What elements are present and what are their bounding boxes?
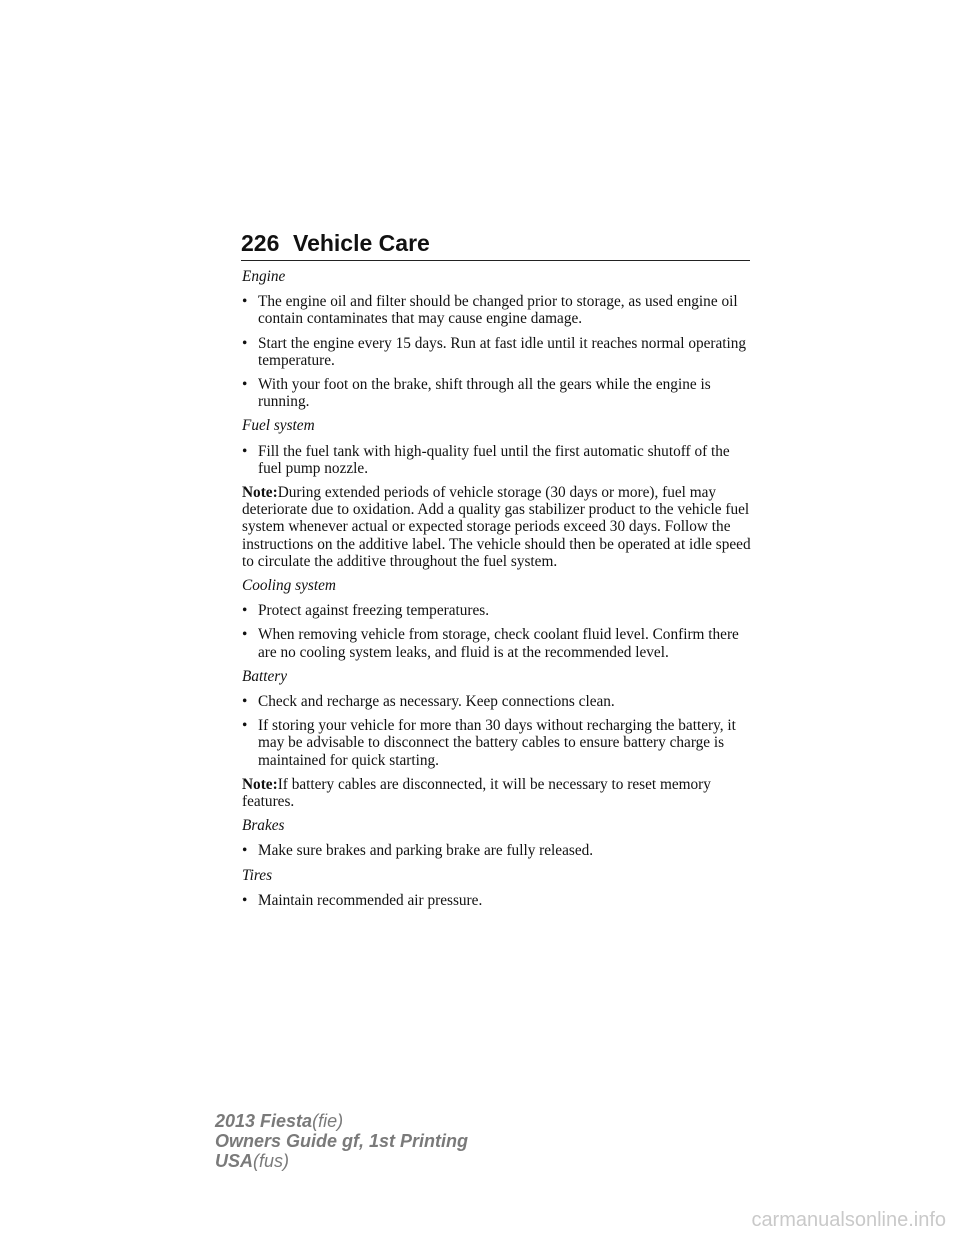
- tires-list: [242, 892, 754, 909]
- subhead-cooling-system: Cooling system: [242, 577, 336, 595]
- list-item-text: When removing vehicle from storage, check coolant fluid level. Confirm there are no cooling system leaks, and fluid is at the recommended level.: [258, 626, 739, 661]
- list-item: [242, 693, 754, 710]
- bullet-icon: •: [242, 334, 248, 352]
- footer-line-market: [215, 1151, 468, 1171]
- engine-list: [242, 293, 754, 410]
- page-header: [241, 226, 750, 261]
- list-item-text: Check and recharge as necessary. Keep connections clean.: [258, 693, 615, 711]
- fuel-storage-note: [242, 484, 754, 570]
- brakes-list: [242, 842, 754, 859]
- page-number: 226: [241, 230, 280, 256]
- list-item: [242, 335, 754, 369]
- bullet-icon: •: [242, 602, 248, 620]
- bullet-icon: •: [242, 717, 248, 735]
- subhead-tires: Tires: [242, 866, 273, 884]
- list-item-text: Start the engine every 15 days. Run at fast idle until it reaches normal operating temperature.: [258, 334, 747, 369]
- bullet-icon: •: [242, 891, 248, 909]
- fuel-system-list: [242, 443, 754, 477]
- section-fuel-system: [242, 417, 754, 570]
- bullet-icon: •: [242, 293, 248, 311]
- list-item: [242, 293, 754, 327]
- bullet-icon: •: [242, 693, 248, 711]
- bullet-icon: •: [242, 376, 248, 394]
- list-item-text: The engine oil and filter should be changed prior to storage, as used engine oil contain contaminates that may cause engine damage.: [258, 293, 738, 328]
- list-item: [242, 892, 754, 909]
- note-label: Note:: [242, 484, 278, 502]
- footer-market: USA: [215, 1151, 254, 1171]
- note-text: If battery cables are disconnected, it will be necessary to reset memory features.: [242, 775, 711, 811]
- site-watermark: carmanualsonline.info: [751, 1209, 946, 1231]
- section-battery: [242, 668, 754, 810]
- battery-note: [242, 776, 754, 810]
- bullet-icon: •: [242, 842, 248, 860]
- battery-list: [242, 693, 754, 769]
- list-item-text: Fill the fuel tank with high-quality fuel until the first automatic shutoff of the fuel pump nozzle.: [258, 442, 730, 477]
- footer-line-model: [215, 1111, 468, 1131]
- subhead-fuel-system: Fuel system: [242, 417, 315, 435]
- section-engine: [242, 268, 754, 410]
- subhead-engine: Engine: [242, 268, 286, 285]
- list-item-text: Protect against freezing temperatures.: [258, 602, 490, 620]
- subhead-brakes: Brakes: [242, 817, 285, 835]
- footer-market-code: (fus): [253, 1151, 290, 1171]
- footer-model-code: (fie): [312, 1111, 344, 1131]
- print-footer: [215, 1111, 468, 1171]
- note-label: Note:: [242, 775, 278, 793]
- section-title: Vehicle Care: [293, 230, 430, 256]
- list-item-text: With your foot on the brake, shift through all the gears while the engine is running.: [258, 376, 711, 411]
- list-item: [242, 717, 754, 769]
- subhead-battery: Battery: [242, 667, 288, 685]
- list-item: [242, 443, 754, 477]
- cooling-system-list: [242, 602, 754, 661]
- list-item-text: Make sure brakes and parking brake are fully released.: [258, 842, 594, 860]
- bullet-icon: •: [242, 626, 248, 644]
- list-item: [242, 602, 754, 619]
- list-item: [242, 842, 754, 859]
- note-text: During extended periods of vehicle storage (30 days or more), fuel may deteriorate due to oxidation. Add a quality gas stabilizer product to the vehicle fuel system whenever actual or expected storage periods exceed 30 days. Follow the instructions on the additive label. The vehicle should then be operated at idle speed to circulate the additive throughout the fuel system.: [242, 484, 751, 570]
- list-item-text: If storing your vehicle for more than 30 days without recharging the battery, it may be advisable to disconnect the battery cables to ensure battery charge is maintained for quick starting.: [258, 717, 736, 769]
- bullet-icon: •: [242, 442, 248, 460]
- section-cooling-system: [242, 577, 754, 661]
- list-item-text: Maintain recommended air pressure.: [258, 891, 483, 909]
- page-content: [242, 268, 754, 916]
- section-tires: [242, 867, 754, 909]
- footer-model: 2013 Fiesta: [215, 1111, 313, 1131]
- list-item: [242, 626, 754, 660]
- list-item: [242, 376, 754, 410]
- section-brakes: [242, 817, 754, 859]
- footer-line-guide: Owners Guide gf, 1st Printing: [215, 1131, 469, 1151]
